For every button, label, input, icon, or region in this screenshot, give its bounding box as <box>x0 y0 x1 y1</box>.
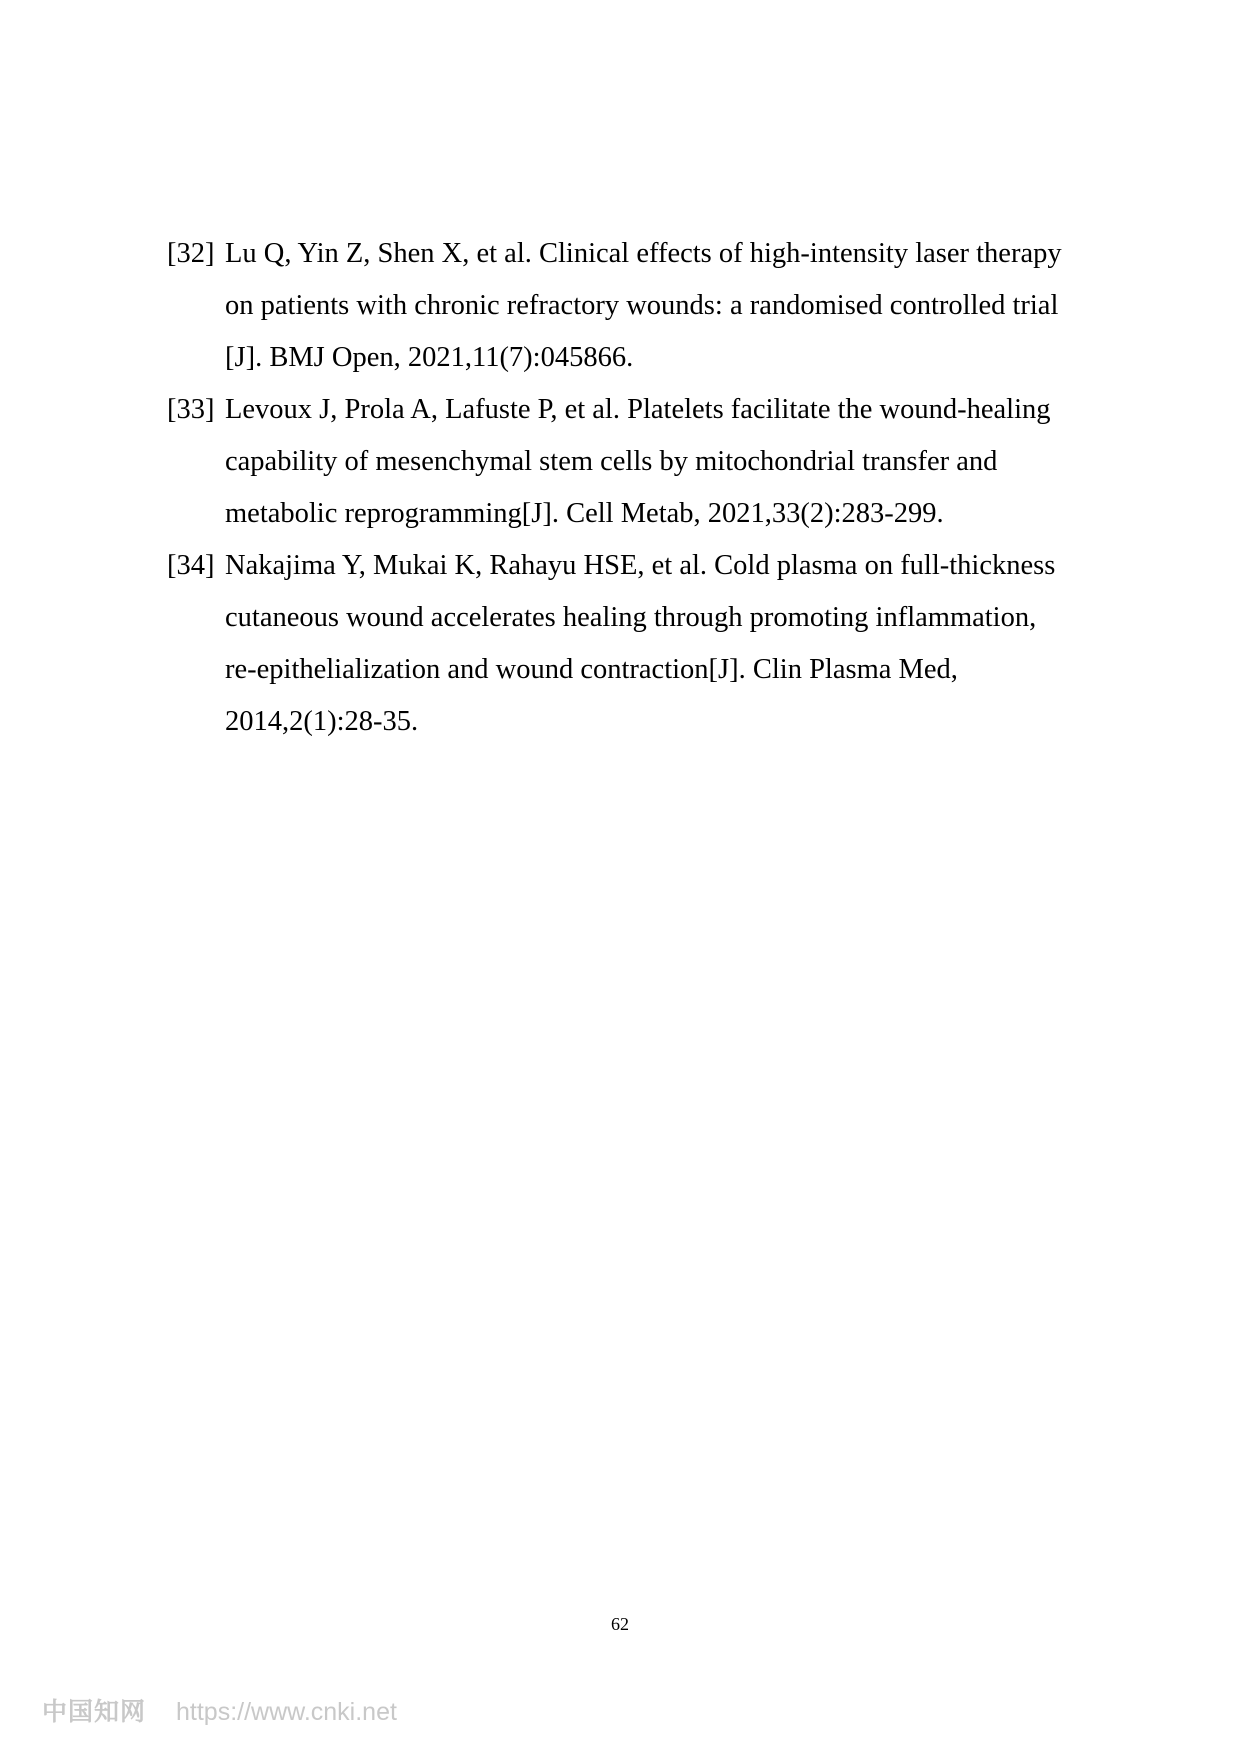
reference-list <box>167 228 1107 748</box>
watermark-logo: 中国知网 <box>42 1697 147 1726</box>
page-number: 62 <box>611 1614 629 1634</box>
reference-text-line: metabolic reprogramming[J]. Cell Metab, 2021,33(2):283-299. <box>225 498 944 529</box>
reference-text-line: 2014,2(1):28-35. <box>225 706 419 737</box>
watermark-url: https://www.cnki.net <box>176 1698 397 1726</box>
reference-item-34 <box>167 540 1107 748</box>
reference-item-32 <box>167 228 1107 384</box>
reference-text-line: Nakajima Y, Mukai K, Rahayu HSE, et al. Cold plasma on full-thickness <box>225 550 1056 581</box>
reference-text-line: [J]. BMJ Open, 2021,11(7):045866. <box>225 342 634 373</box>
reference-item-33 <box>167 384 1107 540</box>
cnki-watermark <box>42 1692 397 1728</box>
reference-text-line: Lu Q, Yin Z, Shen X, et al. Clinical effects of high-intensity laser therapy <box>225 238 1062 269</box>
reference-text-line: capability of mesenchymal stem cells by mitochondrial transfer and <box>225 446 998 477</box>
reference-number: [32] <box>167 238 215 269</box>
reference-number: [33] <box>167 394 215 425</box>
reference-number: [34] <box>167 550 215 581</box>
reference-text-line: on patients with chronic refractory wounds: a randomised controlled trial <box>225 290 1059 321</box>
reference-text-line: re-epithelialization and wound contraction[J]. Clin Plasma Med, <box>225 654 958 685</box>
reference-text-line: Levoux J, Prola A, Lafuste P, et al. Platelets facilitate the wound-healing <box>225 394 1051 425</box>
reference-text-line: cutaneous wound accelerates healing through promoting inflammation, <box>225 602 1037 633</box>
